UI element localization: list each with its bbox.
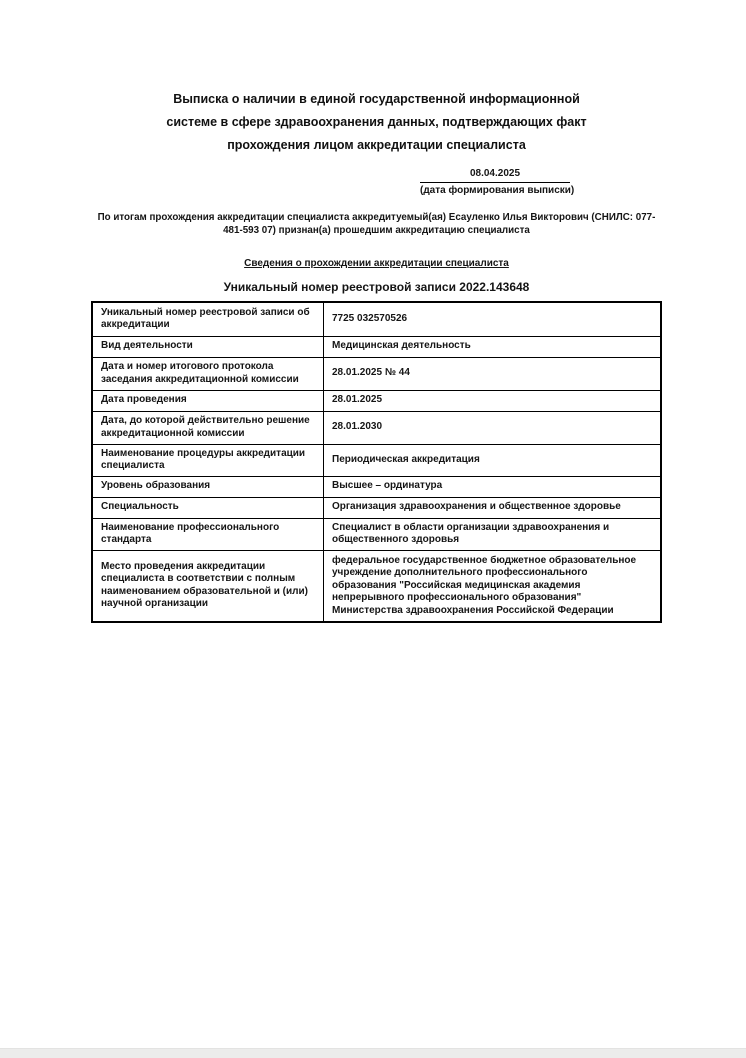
table-row xyxy=(92,357,661,390)
table-row xyxy=(92,302,661,336)
table-row xyxy=(92,550,661,622)
table-row-label: Наименование процедуры аккредитации специалиста xyxy=(92,444,324,476)
table-row xyxy=(92,390,661,411)
table-row xyxy=(92,497,661,518)
table-row-label: Уровень образования xyxy=(92,476,324,497)
table-row-value: 28.01.2025 xyxy=(324,390,662,411)
table-row xyxy=(92,411,661,444)
bottom-status-bar xyxy=(0,1048,746,1058)
document-title-line-2: системе в сфере здравоохранения данных, подтверждающих факт xyxy=(166,115,587,129)
table-row-label: Дата проведения xyxy=(92,390,324,411)
table-row-value: Периодическая аккредитация xyxy=(324,444,662,476)
table-row-value: Высшее – ординатура xyxy=(324,476,662,497)
table-row-value: 28.01.2030 xyxy=(324,411,662,444)
table-row xyxy=(92,518,661,550)
accreditation-details-table xyxy=(91,301,662,623)
table-row-value: Организация здравоохранения и общественное здоровье xyxy=(324,497,662,518)
table-row-label: Место проведения аккредитации специалиста в соответствии с полным наименованием образовательной и (или) научной организации xyxy=(92,550,324,622)
table-row xyxy=(92,336,661,357)
table-row-value: Медицинская деятельность xyxy=(324,336,662,357)
table-row-label: Дата, до которой действительно решение аккредитационной комиссии xyxy=(92,411,324,444)
accreditation-table-body xyxy=(92,302,661,622)
extract-date-block xyxy=(420,167,575,197)
table-row-value: федеральное государственное бюджетное образовательное учреждение дополнительного профессионального образования "Российская медицинская академия непрерывного профессионального образования" Министерства здравоохранения Российской Федерации xyxy=(324,550,662,622)
extract-date-value: 08.04.2025 xyxy=(420,167,570,183)
table-row xyxy=(92,444,661,476)
section-heading: Сведения о прохождении аккредитации специалиста xyxy=(244,258,509,269)
registry-number-heading: Уникальный номер реестровой записи 2022.143648 xyxy=(223,280,530,294)
table-row xyxy=(92,476,661,497)
document-title-line-1: Выписка о наличии в единой государственной информационной xyxy=(173,92,580,106)
table-row-label: Дата и номер итогового протокола заседания аккредитационной комиссии xyxy=(92,357,324,390)
accreditation-result-paragraph: По итогам прохождения аккредитации специалиста аккредитуемый(ая) Есауленко Илья Викторович (СНИЛС: 077-481-593 07) признан(а) прошедшим аккредитацию специалиста xyxy=(97,212,656,236)
table-row-value: Специалист в области организации здравоохранения и общественного здоровья xyxy=(324,518,662,550)
table-row-value: 7725 032570526 xyxy=(324,302,662,336)
table-row-label: Наименование профессионального стандарта xyxy=(92,518,324,550)
table-row-label: Специальность xyxy=(92,497,324,518)
table-row-label: Уникальный номер реестровой записи об аккредитации xyxy=(92,302,324,336)
document-title xyxy=(91,0,662,157)
document-title-line-3: прохождения лицом аккредитации специалиста xyxy=(227,138,526,152)
table-row-label: Вид деятельности xyxy=(92,336,324,357)
table-row-value: 28.01.2025 № 44 xyxy=(324,357,662,390)
document-page xyxy=(91,0,662,623)
extract-date-caption: (дата формирования выписки) xyxy=(420,185,575,196)
